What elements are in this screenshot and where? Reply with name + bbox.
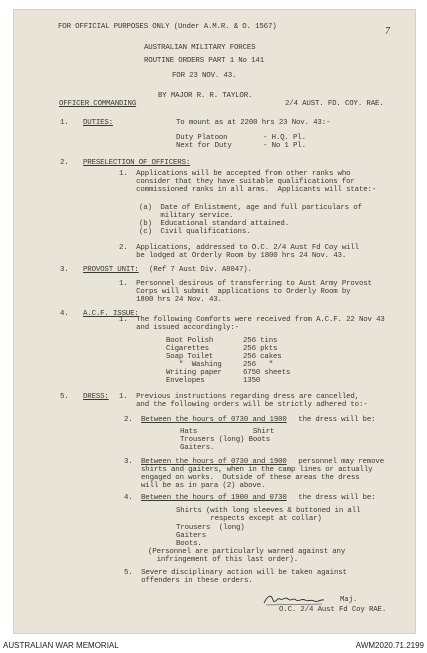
section-number: 3.	[60, 266, 69, 274]
paragraph-number: 4.	[124, 494, 133, 502]
dress-item: Boots.	[176, 540, 202, 548]
comfort-qty: 6750 sheets	[243, 369, 291, 377]
list-item: military service.	[139, 212, 234, 220]
signature-title: O.C. 2/4 Aust Fd Coy RAE.	[279, 606, 387, 614]
section-number: 1.	[60, 119, 69, 127]
paragraph-line: engaged on works. Outside of these areas the dress	[141, 474, 360, 482]
paragraph-line: consider that they have suitable qualifications for	[119, 178, 355, 186]
comfort-name: " Washing	[166, 361, 222, 369]
paragraph-line: 1. Applications will be accepted from other ranks who	[119, 170, 351, 178]
footer-source: AUSTRALIAN WAR MEMORIAL	[3, 641, 119, 650]
comfort-name: Boot Polish	[166, 337, 214, 345]
archive-footer	[0, 638, 427, 653]
paragraph-line: be lodged at Orderly Room by 1800 hrs 24 Nov. 43.	[119, 252, 347, 260]
comfort-qty: 256 "	[243, 361, 273, 369]
dress-item: respects except at collar)	[176, 515, 322, 523]
officer-commanding-label: OFFICER COMMANDING	[59, 100, 137, 108]
comfort-name: Envelopes	[166, 377, 205, 385]
dress-item: Gaiters	[176, 532, 206, 540]
paragraph-line: will be as in para (2) above.	[141, 482, 266, 490]
dress-hours-tail: the dress will be:	[294, 494, 376, 502]
provost-ref: (Ref 7 Aust Div. A8047).	[149, 266, 252, 274]
comfort-name: Cigarettes	[166, 345, 209, 353]
dress-hours-heading: Between the hours of 0730 and 1900	[141, 458, 287, 466]
footer-reference: AWM2020.71.2199	[355, 641, 424, 650]
duty-label: Next for Duty	[176, 142, 232, 150]
comfort-qty: 256 tins	[243, 337, 278, 345]
paragraph-line: shirts and gaiters, when in the camp lines or actually	[141, 466, 373, 474]
by-line: BY MAJOR R. R. TAYLOR.	[158, 92, 253, 100]
paragraph-number: 2.	[124, 416, 133, 424]
paragraph-line: 5. Severe disciplinary action will be taken against	[124, 569, 347, 577]
comfort-qty: 1350	[243, 377, 261, 385]
section-title: DRESS:	[83, 393, 109, 401]
dress-item: Trousers (long)	[176, 524, 245, 532]
section-title: A.C.F. ISSUE:	[83, 310, 139, 318]
comfort-qty: 256 pkts	[243, 345, 278, 353]
section-title: DUTIES:	[83, 119, 113, 127]
comfort-name: Writing paper	[166, 369, 222, 377]
paragraph-line: offenders in these orders.	[124, 577, 253, 585]
list-item: (c) Civil qualifications.	[139, 228, 251, 236]
dress-item: Shirts (with long sleeves & buttoned in all	[176, 507, 361, 515]
paragraph-line: and issued accordingly:-	[119, 324, 239, 332]
paragraph-line: 1800 hrs 24 Nov. 43.	[119, 296, 222, 304]
section-title: PRESELECTION OF OFFICERS:	[83, 159, 191, 167]
section-title: PROVOST UNIT:	[83, 266, 139, 274]
page-number: 7	[385, 26, 390, 37]
section-number: 5.	[60, 393, 69, 401]
dress-hours-tail: personnel may remove	[294, 458, 384, 466]
dress-hours-heading: Between the hours of 0730 and 1900	[141, 416, 287, 424]
section-number: 4.	[60, 310, 69, 318]
signature-rank: Maj.	[340, 596, 358, 604]
force-title: AUSTRALIAN MILITARY FORCES	[144, 44, 256, 52]
restriction-line: FOR OFFICIAL PURPOSES ONLY (Under A.M.R. & O. 1567)	[58, 23, 277, 31]
comfort-name: Soap Toilet	[166, 353, 214, 361]
dress-hours-heading: Between the hours of 1900 and 0730	[141, 494, 287, 502]
duty-label: Duty Platoon	[176, 134, 228, 142]
orders-title: ROUTINE ORDERS PART 1 No 141	[144, 57, 264, 65]
dress-note: infringement of this last order).	[148, 556, 298, 564]
paragraph-line: 2. Applications, addressed to O.C. 2/4 Aust Fd Coy will	[119, 244, 359, 252]
handwritten-signature	[262, 591, 337, 607]
dress-note: (Personnel are particularly warned against any	[148, 548, 346, 556]
dress-item: Trousers (long) Boots	[180, 436, 270, 444]
unit-name: 2/4 AUST. FD. COY. RAE.	[285, 100, 384, 108]
section-number: 2.	[60, 159, 69, 167]
list-item: (a) Date of Enlistment, age and full particulars of	[139, 204, 362, 212]
list-item: (b) Educational standard attained.	[139, 220, 289, 228]
dress-item: Hats Shirt	[180, 428, 275, 436]
paragraph-line: commissioned ranks in all arms. Applicants will state:-	[119, 186, 377, 194]
paragraph-line: Corps will submit applications to Orderly Room by	[119, 288, 351, 296]
duty-value: - H.Q. Pl.	[263, 134, 306, 142]
paragraph-number: 3.	[124, 458, 133, 466]
paragraph-line: 1. The following Comforts were received from A.C.F. 22 Nov 43	[119, 316, 385, 324]
paragraph-line: 1. Personnel desirous of transferring to Aust Army Provost	[119, 280, 372, 288]
duty-value: - No 1 Pl.	[263, 142, 306, 150]
dress-hours-tail: the dress will be:	[294, 416, 376, 424]
duties-intro: To mount as at 2200 hrs 23 Nov. 43:-	[176, 119, 331, 127]
paragraph-line: 1. Previous instructions regarding dress are cancelled,	[119, 393, 359, 401]
comfort-qty: 256 cakes	[243, 353, 282, 361]
dress-item: Gaiters.	[180, 444, 215, 452]
paragraph-line: and the following orders will be strictly adhered to:-	[119, 401, 368, 409]
orders-date: FOR 23 NOV. 43.	[172, 72, 237, 80]
